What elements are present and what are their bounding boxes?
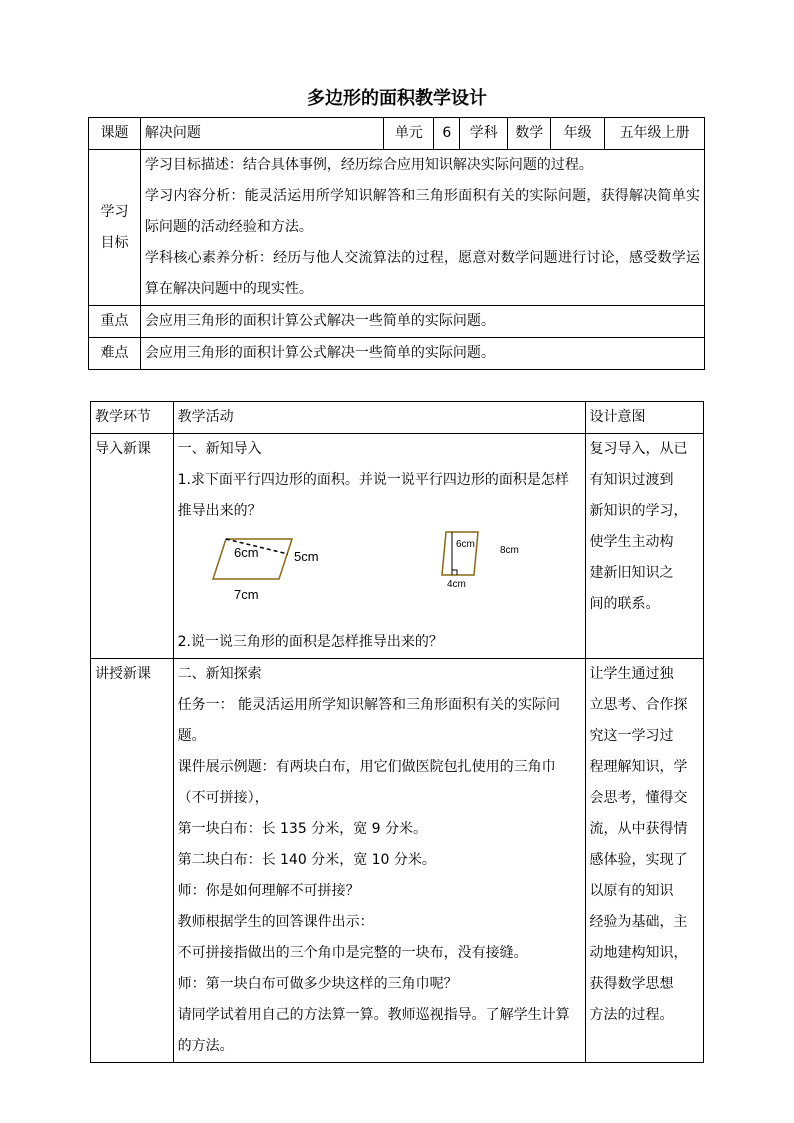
- intro-intent-line: 使学生主动构: [589, 534, 674, 550]
- parallelogram-2-height-label: 6cm: [455, 539, 475, 550]
- teaching-plan-table: [90, 401, 704, 1063]
- difficulty-label: 难点: [89, 338, 141, 370]
- explore-intent-line: 究这一学习过: [589, 728, 674, 744]
- intro-intent-line: 间的联系。: [589, 596, 660, 612]
- plan-header-row: [91, 402, 704, 434]
- teacher-question: 师：你是如何理解不可拼接？: [177, 883, 360, 899]
- explore-heading: 二、新知探索: [177, 666, 262, 682]
- content-analysis: 学习内容分析：能灵活运用所学知识解答和三角形面积有关的实际问题，获得解决简单实际问题的活动经验和方法。: [144, 188, 700, 235]
- teacher-question-2: 师：第一块白布可做多少块这样的三角巾呢？: [177, 976, 458, 992]
- explore-intent-line: 让学生通过独: [589, 666, 674, 682]
- unit-label: 单元: [384, 118, 434, 150]
- header-intent: 设计意图: [585, 402, 703, 434]
- explore-intent: [585, 659, 703, 1063]
- parallelogram-figures: [178, 527, 581, 627]
- subject-value: 数学: [508, 118, 551, 150]
- difficulty-text: 会应用三角形的面积计算公式解决一些简单的实际问题。: [140, 338, 704, 370]
- objectives-row: [89, 150, 705, 306]
- task-1: 任务一： 能灵活运用所学知识解答和三角形面积有关的实际问题。: [177, 697, 561, 744]
- cloth-2: 第二块白布：长 140 分米，宽 10 分米。: [177, 852, 436, 868]
- explore-intent-line: 会思考，懂得交: [589, 790, 688, 806]
- cloth-1: 第一块白布：长 135 分米，宽 9 分米。: [177, 821, 428, 837]
- subject-label: 学科: [460, 118, 508, 150]
- objectives-label: [89, 150, 141, 306]
- document-title: 多边形的面积教学设计: [307, 88, 487, 109]
- parallelogram-2-base-label: 4cm: [446, 579, 466, 590]
- explore-intent-lines: [590, 659, 699, 1031]
- explore-activity: [173, 659, 585, 1063]
- parallelogram-1-base-label: 7cm: [233, 587, 259, 602]
- lesson-info-table: [88, 117, 705, 370]
- intro-stage: 导入新课: [91, 434, 174, 659]
- intro-intent-line: 建新旧知识之: [589, 565, 674, 581]
- parallelogram-figures-svg: [178, 527, 578, 627]
- objective-description: 学习目标描述：结合具体事例，经历综合应用知识解决实际问题的过程。: [144, 157, 593, 173]
- objectives-content: [140, 150, 704, 306]
- parallelogram-1-top-label: 6cm: [233, 545, 259, 560]
- explore-intent-line: 程理解知识，学: [589, 759, 688, 775]
- core-literacy-analysis: 学科核心素养分析：经历与他人交流算法的过程，愿意对数学问题进行讨论，感受数学运算在解决问题中的现实性。: [144, 250, 700, 297]
- parallelogram-2-side-label: 8cm: [499, 545, 519, 556]
- explore-intent-line: 方法的过程。: [589, 1007, 674, 1023]
- grade-value: 五年级上册: [605, 118, 705, 150]
- example-problem: 课件展示例题：有两块白布，用它们做医院包扎使用的三角巾（不可拼接），: [177, 759, 556, 806]
- explore-intent-line: 流，从中获得情: [589, 821, 688, 837]
- unit-value: 6: [434, 118, 460, 150]
- objectives-label-line-2: 目标: [100, 234, 129, 251]
- parallelogram-figure-2: [442, 532, 519, 590]
- header-activity: 教学活动: [173, 402, 585, 434]
- topic-value: 解决问题: [140, 118, 383, 150]
- explore-intent-line: 动地建构知识，: [589, 945, 688, 961]
- explore-intent-line: 获得数学思想: [589, 976, 674, 992]
- intro-intent: [585, 434, 703, 659]
- intro-intent-line: 有知识过渡到: [589, 472, 674, 488]
- difficulty-row: [89, 338, 705, 370]
- info-row: [89, 118, 705, 150]
- intro-activity: [173, 434, 585, 659]
- intro-heading: 一、新知导入: [177, 441, 262, 457]
- parallelogram-figure-1: [213, 539, 319, 602]
- key-point-label: 重点: [89, 306, 141, 338]
- explore-row: [91, 659, 704, 1063]
- topic-label: 课题: [89, 118, 141, 150]
- header-stage: 教学环节: [91, 402, 174, 434]
- explore-intent-line: 以原有的知识: [589, 883, 674, 899]
- intro-intent-line: 新知识的学习，: [589, 503, 688, 519]
- intro-intent-lines: [590, 434, 699, 620]
- teacher-show: 教师根据学生的回答课件出示：: [177, 914, 374, 930]
- intro-question-1: 1.求下面平行四边形的面积。并说一说平行四边形的面积是怎样推导出来的？: [177, 472, 569, 519]
- objectives-label-line-1: 学习: [100, 203, 129, 220]
- practice: 请同学试着用自己的方法算一算。教师巡视指导。了解学生计算的方法。: [177, 1007, 570, 1054]
- explore-intent-line: 立思考、合作探: [589, 697, 688, 713]
- explanation: 不可拼接指做出的三个角巾是完整的一块布，没有接缝。: [177, 945, 528, 961]
- explore-intent-line: 感体验，实现了: [589, 852, 688, 868]
- explore-stage: 讲授新课: [91, 659, 174, 1063]
- intro-question-2: 2.说一说三角形的面积是怎样推导出来的？: [177, 634, 443, 650]
- grade-label: 年级: [551, 118, 605, 150]
- key-point-row: [89, 306, 705, 338]
- explore-intent-line: 经验为基础，主: [589, 914, 688, 930]
- intro-row: [91, 434, 704, 659]
- intro-intent-line: 复习导入，从已: [589, 441, 688, 457]
- parallelogram-1-height-label: 5cm: [293, 549, 319, 564]
- key-point-text: 会应用三角形的面积计算公式解决一些简单的实际问题。: [140, 306, 704, 338]
